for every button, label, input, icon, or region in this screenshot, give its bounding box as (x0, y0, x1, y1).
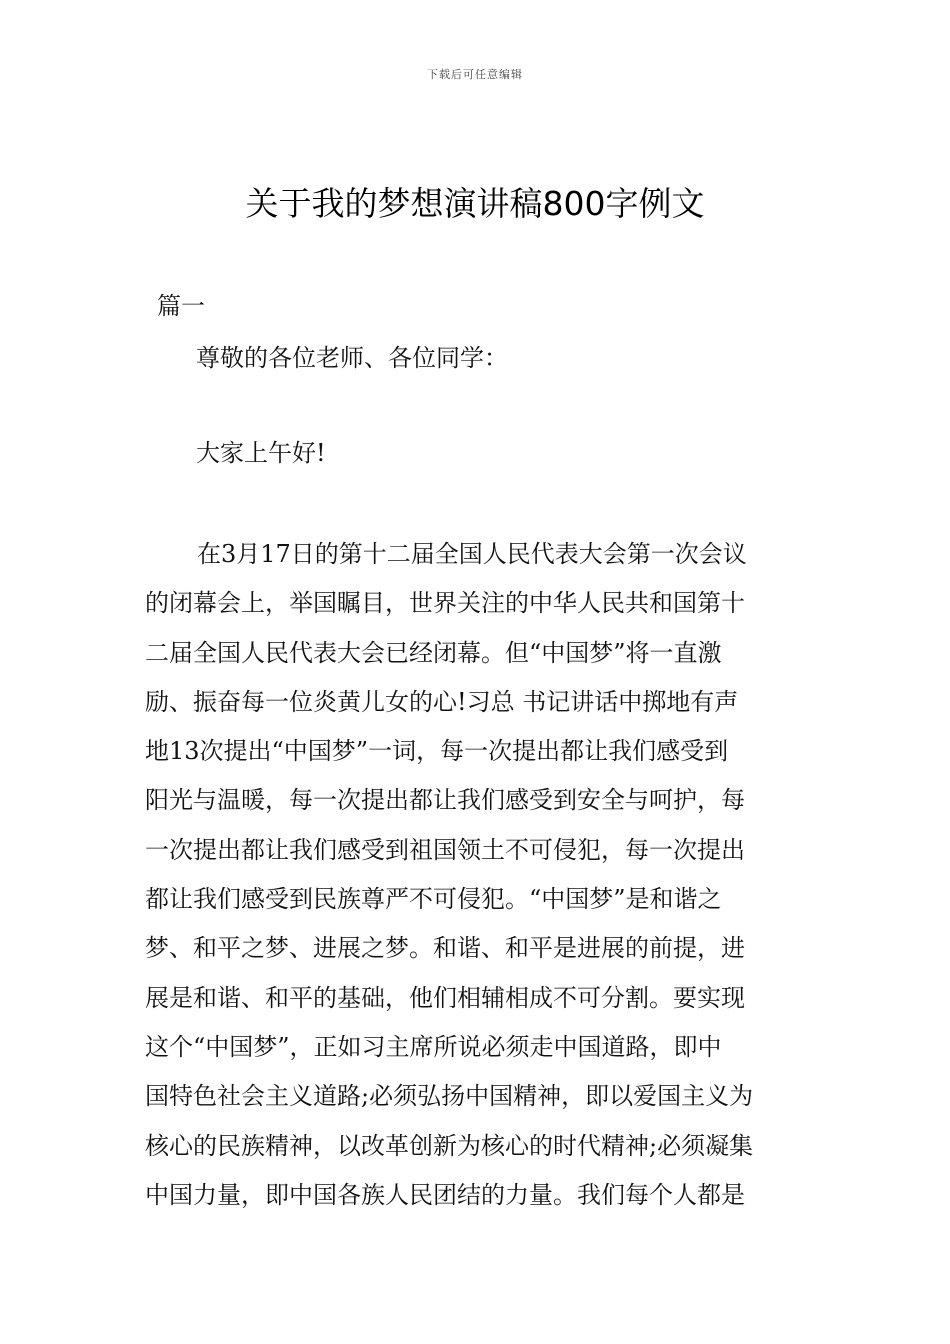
body-line: 中国力量，即中国各族人民团结的力量。我们每个人都是 (145, 1180, 745, 1209)
body-line: 一次提出都让我们感受到祖国领土不可侵犯，每一次提出 (145, 835, 745, 864)
body-line: 这个“中国梦”，正如习主席所说必须走中国道路，即中 (145, 1032, 722, 1061)
greeting-line: 尊敬的各位老师、各位同学： (196, 344, 508, 372)
body-line: 梦、和平之梦、进展之梦。和谐、和平是进展的前提，进 (145, 934, 745, 963)
section-label: 篇一 (157, 292, 205, 320)
document-title: 关于我的梦想演讲稿800字例文 (245, 184, 705, 223)
body-line: 二届全国人民代表大会已经闭幕。但“中国梦”将一直激 (145, 638, 722, 667)
body-line: 国特色社会主义道路;必须弘扬中国精神，即以爱国主义为 (145, 1082, 754, 1111)
body-paragraph (145, 530, 805, 1220)
body-line: 阳光与温暖，每一次提出都让我们感受到安全与呵护，每 (145, 786, 745, 815)
body-line: 励、振奋每一位炎黄儿女的心!习总 书记讲话中掷地有声 (145, 687, 739, 716)
hello-line: 大家上午好! (196, 439, 326, 467)
body-line: 展是和谐、和平的基础，他们相辅相成不可分割。要实现 (145, 983, 745, 1012)
body-line: 核心的民族精神，以改革创新为核心的时代精神;必须凝集 (145, 1131, 754, 1160)
body-line: 都让我们感受到民族尊严不可侵犯。“中国梦”是和谐之 (145, 885, 722, 914)
body-line: 地13次提出“中国梦”一词，每一次提出都让我们感受到 (145, 737, 729, 766)
body-line: 的闭幕会上，举国瞩目，世界关注的中华人民共和国第十 (145, 589, 745, 618)
body-line: 在3月17日的第十二届全国人民代表大会第一次会议 (197, 540, 747, 568)
header-note: 下载后可任意编辑 (427, 68, 523, 81)
